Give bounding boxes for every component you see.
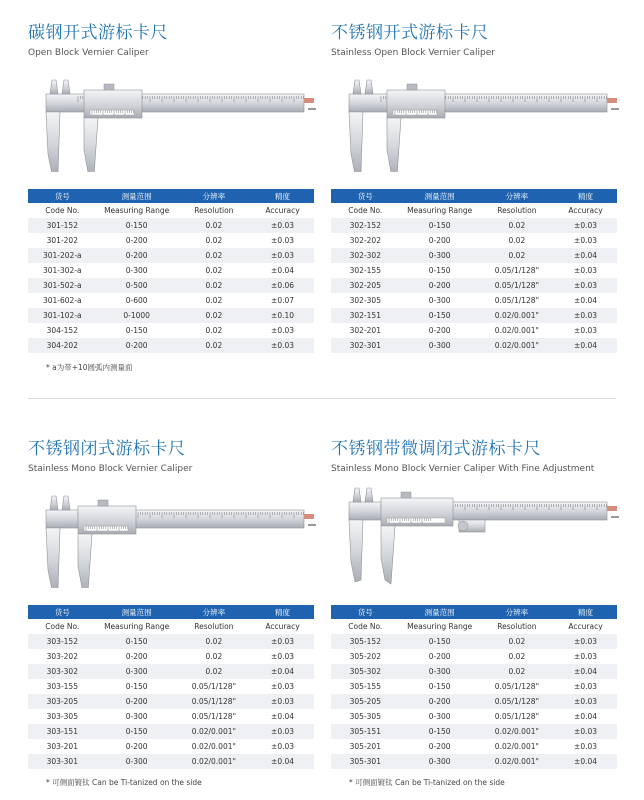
cell-resolution: 0.05/1/128" xyxy=(480,278,554,293)
table-row xyxy=(28,218,314,233)
header-code-en: Code No. xyxy=(331,619,400,634)
cell-range: 0-150 xyxy=(97,679,177,694)
cell-accuracy: ±0.03 xyxy=(251,694,314,709)
cell-resolution: 0.02/0.001" xyxy=(480,754,554,769)
cell-range: 0-300 xyxy=(400,754,480,769)
cell-range: 0-200 xyxy=(97,338,177,353)
cell-code: 302-201 xyxy=(331,323,400,338)
cell-range: 0-300 xyxy=(97,263,177,278)
cell-accuracy: ±0.03 xyxy=(251,679,314,694)
cell-range: 0-200 xyxy=(400,694,480,709)
cell-resolution: 0.02/0.001" xyxy=(480,308,554,323)
cell-resolution: 0.02 xyxy=(480,634,554,649)
table-row xyxy=(28,338,314,353)
cell-resolution: 0.02/0.001" xyxy=(177,754,251,769)
header-resolution-cn: 分辨率 xyxy=(480,189,554,203)
cell-resolution: 0.02/0.001" xyxy=(480,323,554,338)
cell-code: 303-305 xyxy=(28,709,97,724)
table-row xyxy=(28,724,314,739)
table-row xyxy=(331,694,617,709)
table-row xyxy=(331,338,617,353)
spec-table xyxy=(28,605,314,769)
cell-accuracy: ±0.07 xyxy=(251,293,314,308)
table-header-cn xyxy=(28,189,314,203)
cell-range: 0-200 xyxy=(97,248,177,263)
cell-range: 0-150 xyxy=(97,634,177,649)
table-header-en xyxy=(331,619,617,634)
footnote: * a为带+10圆弧内测量面 xyxy=(46,363,133,372)
cell-code: 305-151 xyxy=(331,724,400,739)
cell-accuracy: ±0.03 xyxy=(251,724,314,739)
table-row xyxy=(28,263,314,278)
table-row xyxy=(28,679,314,694)
cell-accuracy: ±0.04 xyxy=(554,338,617,353)
cell-code: 303-155 xyxy=(28,679,97,694)
table-row xyxy=(331,293,617,308)
cell-range: 0-150 xyxy=(400,679,480,694)
cell-resolution: 0.05/1/128" xyxy=(480,709,554,724)
section-title-en: Stainless Open Block Vernier Caliper xyxy=(331,48,495,58)
section-fine-adjustment-caliper xyxy=(331,438,621,787)
cell-range: 0-300 xyxy=(97,709,177,724)
table-row xyxy=(28,709,314,724)
cell-code: 305-201 xyxy=(331,739,400,754)
cell-resolution: 0.02 xyxy=(480,218,554,233)
cell-code: 301-302-a xyxy=(28,263,97,278)
section-title-cn: 不锈钢闭式游标卡尺 xyxy=(28,439,186,459)
open-block-caliper-icon xyxy=(28,64,318,172)
cell-range: 0-300 xyxy=(97,664,177,679)
header-resolution-cn: 分辨率 xyxy=(177,189,251,203)
cell-accuracy: ±0.04 xyxy=(554,754,617,769)
section-stainless-open-block-caliper xyxy=(331,22,621,350)
cell-code: 303-301 xyxy=(28,754,97,769)
cell-code: 301-202-a xyxy=(28,248,97,263)
header-accuracy-cn: 精度 xyxy=(554,189,617,203)
section-open-block-caliper xyxy=(28,22,318,372)
cell-code: 301-602-a xyxy=(28,293,97,308)
cell-resolution: 0.02 xyxy=(480,664,554,679)
cell-code: 301-102-a xyxy=(28,308,97,323)
table-row xyxy=(28,248,314,263)
cell-accuracy: ±0.03 xyxy=(554,724,617,739)
table-row xyxy=(331,709,617,724)
cell-resolution: 0.02 xyxy=(177,263,251,278)
cell-range: 0-150 xyxy=(400,218,480,233)
cell-accuracy: ±0.03 xyxy=(554,308,617,323)
table-header-en xyxy=(28,619,314,634)
header-code-cn: 货号 xyxy=(28,605,97,619)
table-row xyxy=(331,739,617,754)
cell-code: 305-305 xyxy=(331,709,400,724)
header-resolution-en: Resolution xyxy=(480,203,554,218)
section-title-en: Open Block Vernier Caliper xyxy=(28,48,149,58)
cell-range: 0-300 xyxy=(400,338,480,353)
cell-accuracy: ±0.03 xyxy=(554,233,617,248)
header-code-en: Code No. xyxy=(28,203,97,218)
cell-resolution: 0.02 xyxy=(177,293,251,308)
cell-range: 0-500 xyxy=(97,278,177,293)
cell-accuracy: ±0.03 xyxy=(554,649,617,664)
header-accuracy-en: Accuracy xyxy=(251,203,314,218)
cell-code: 303-202 xyxy=(28,649,97,664)
table-row xyxy=(28,664,314,679)
header-accuracy-cn: 精度 xyxy=(251,189,314,203)
cell-resolution: 0.05/1/128" xyxy=(177,694,251,709)
header-accuracy-en: Accuracy xyxy=(251,619,314,634)
header-resolution-en: Resolution xyxy=(480,619,554,634)
cell-range: 0-600 xyxy=(97,293,177,308)
cell-resolution: 0.02 xyxy=(480,233,554,248)
table-row xyxy=(28,278,314,293)
cell-resolution: 0.02/0.001" xyxy=(177,724,251,739)
cell-accuracy: ±0.04 xyxy=(251,263,314,278)
cell-range: 0-200 xyxy=(97,694,177,709)
cell-resolution: 0.02 xyxy=(177,664,251,679)
header-range-en: Measuring Range xyxy=(97,619,177,634)
cell-code: 302-205 xyxy=(331,278,400,293)
table-row xyxy=(28,308,314,323)
cell-accuracy: ±0.03 xyxy=(554,218,617,233)
table-row xyxy=(331,263,617,278)
cell-resolution: 0.05/1/128" xyxy=(480,293,554,308)
stainless-open-block-caliper-icon xyxy=(331,64,621,172)
header-accuracy-en: Accuracy xyxy=(554,203,617,218)
table-row xyxy=(331,233,617,248)
cell-resolution: 0.05/1/128" xyxy=(177,709,251,724)
table-row xyxy=(28,694,314,709)
cell-code: 304-152 xyxy=(28,323,97,338)
cell-range: 0-300 xyxy=(400,709,480,724)
spec-table xyxy=(331,605,617,769)
cell-range: 0-150 xyxy=(400,724,480,739)
cell-code: 305-202 xyxy=(331,649,400,664)
header-range-cn: 测量范围 xyxy=(400,605,480,619)
cell-code: 302-155 xyxy=(331,263,400,278)
header-code-en: Code No. xyxy=(28,619,97,634)
cell-resolution: 0.02/0.001" xyxy=(177,739,251,754)
cell-resolution: 0.05/1/128" xyxy=(177,679,251,694)
header-resolution-cn: 分辨率 xyxy=(480,605,554,619)
cell-resolution: 0.02 xyxy=(480,649,554,664)
cell-range: 0-200 xyxy=(400,233,480,248)
cell-range: 0-300 xyxy=(400,293,480,308)
cell-code: 302-151 xyxy=(331,308,400,323)
cell-range: 0-150 xyxy=(400,308,480,323)
cell-resolution: 0.02 xyxy=(177,308,251,323)
header-resolution-en: Resolution xyxy=(177,203,251,218)
cell-resolution: 0.05/1/128" xyxy=(480,679,554,694)
table-header-en xyxy=(28,203,314,218)
cell-resolution: 0.05/1/128" xyxy=(480,263,554,278)
mono-block-caliper-icon xyxy=(28,480,318,588)
section-divider xyxy=(28,398,616,399)
header-code-cn: 货号 xyxy=(331,605,400,619)
cell-code: 305-155 xyxy=(331,679,400,694)
cell-accuracy: ±0.03 xyxy=(251,739,314,754)
cell-accuracy: ±0.04 xyxy=(251,754,314,769)
cell-accuracy: ±0.04 xyxy=(554,293,617,308)
cell-range: 0-150 xyxy=(400,634,480,649)
table-row xyxy=(28,739,314,754)
cell-resolution: 0.02 xyxy=(480,248,554,263)
cell-code: 302-301 xyxy=(331,338,400,353)
cell-range: 0-300 xyxy=(400,664,480,679)
cell-code: 305-152 xyxy=(331,634,400,649)
table-row xyxy=(331,754,617,769)
spec-table xyxy=(331,189,617,353)
footnote: * 可侧面镀钛 Can be Ti-tanized on the side xyxy=(46,778,202,787)
fine-adjustment-caliper-icon xyxy=(331,480,621,588)
cell-accuracy: ±0.04 xyxy=(554,709,617,724)
cell-accuracy: ±0.03 xyxy=(251,649,314,664)
section-title-cn: 不锈钢带微调闭式游标卡尺 xyxy=(331,439,541,459)
cell-code: 301-202 xyxy=(28,233,97,248)
cell-accuracy: ±0.03 xyxy=(251,323,314,338)
header-range-en: Measuring Range xyxy=(97,203,177,218)
header-accuracy-cn: 精度 xyxy=(554,605,617,619)
section-mono-block-caliper xyxy=(28,438,318,787)
table-row xyxy=(28,634,314,649)
cell-range: 0-1000 xyxy=(97,308,177,323)
table-row xyxy=(331,248,617,263)
cell-range: 0-200 xyxy=(400,278,480,293)
cell-code: 302-202 xyxy=(331,233,400,248)
header-range-cn: 测量范围 xyxy=(400,189,480,203)
cell-accuracy: ±0.04 xyxy=(554,248,617,263)
cell-resolution: 0.02 xyxy=(177,248,251,263)
table-row xyxy=(331,679,617,694)
cell-range: 0-150 xyxy=(97,218,177,233)
cell-code: 303-302 xyxy=(28,664,97,679)
table-row xyxy=(331,218,617,233)
cell-code: 303-205 xyxy=(28,694,97,709)
cell-accuracy: ±0.03 xyxy=(251,338,314,353)
cell-resolution: 0.02 xyxy=(177,278,251,293)
cell-code: 301-152 xyxy=(28,218,97,233)
section-title-cn: 碳钢开式游标卡尺 xyxy=(28,23,168,43)
table-header-cn xyxy=(331,605,617,619)
header-range-cn: 测量范围 xyxy=(97,605,177,619)
cell-accuracy: ±0.06 xyxy=(251,278,314,293)
footnote: * 可侧面镀钛 Can be Ti-tanized on the side xyxy=(349,778,505,787)
cell-accuracy: ±0.03 xyxy=(251,233,314,248)
table-row xyxy=(331,634,617,649)
cell-range: 0-150 xyxy=(400,263,480,278)
cell-code: 303-152 xyxy=(28,634,97,649)
cell-resolution: 0.02 xyxy=(177,218,251,233)
table-row xyxy=(331,323,617,338)
cell-accuracy: ±0.10 xyxy=(251,308,314,323)
header-range-en: Measuring Range xyxy=(400,619,480,634)
cell-resolution: 0.05/1/128" xyxy=(480,694,554,709)
header-accuracy-en: Accuracy xyxy=(554,619,617,634)
cell-code: 303-201 xyxy=(28,739,97,754)
cell-range: 0-200 xyxy=(97,649,177,664)
header-resolution-en: Resolution xyxy=(177,619,251,634)
cell-code: 302-305 xyxy=(331,293,400,308)
cell-code: 305-205 xyxy=(331,694,400,709)
header-code-en: Code No. xyxy=(331,203,400,218)
cell-code: 302-152 xyxy=(331,218,400,233)
cell-resolution: 0.02 xyxy=(177,233,251,248)
spec-table xyxy=(28,189,314,353)
header-accuracy-cn: 精度 xyxy=(251,605,314,619)
section-title-cn: 不锈钢开式游标卡尺 xyxy=(331,23,489,43)
cell-code: 304-202 xyxy=(28,338,97,353)
cell-range: 0-150 xyxy=(97,724,177,739)
cell-resolution: 0.02 xyxy=(177,338,251,353)
cell-resolution: 0.02/0.001" xyxy=(480,338,554,353)
header-code-cn: 货号 xyxy=(28,189,97,203)
header-code-cn: 货号 xyxy=(331,189,400,203)
cell-range: 0-200 xyxy=(400,323,480,338)
cell-accuracy: ±0.03 xyxy=(554,739,617,754)
header-range-en: Measuring Range xyxy=(400,203,480,218)
table-row xyxy=(28,649,314,664)
cell-accuracy: ±0.03 xyxy=(554,679,617,694)
cell-code: 303-151 xyxy=(28,724,97,739)
cell-resolution: 0.02/0.001" xyxy=(480,739,554,754)
cell-range: 0-200 xyxy=(400,649,480,664)
header-resolution-cn: 分辨率 xyxy=(177,605,251,619)
table-row xyxy=(28,233,314,248)
cell-accuracy: ±0.03 xyxy=(554,263,617,278)
cell-accuracy: ±0.03 xyxy=(554,278,617,293)
cell-accuracy: ±0.03 xyxy=(554,323,617,338)
cell-resolution: 0.02 xyxy=(177,634,251,649)
cell-accuracy: ±0.03 xyxy=(554,694,617,709)
table-header-cn xyxy=(331,189,617,203)
cell-accuracy: ±0.03 xyxy=(251,218,314,233)
cell-accuracy: ±0.04 xyxy=(251,709,314,724)
cell-resolution: 0.02 xyxy=(177,323,251,338)
table-row xyxy=(28,323,314,338)
table-row xyxy=(28,754,314,769)
cell-accuracy: ±0.03 xyxy=(554,634,617,649)
table-row xyxy=(331,724,617,739)
table-row xyxy=(331,278,617,293)
cell-range: 0-200 xyxy=(97,739,177,754)
cell-code: 305-302 xyxy=(331,664,400,679)
table-row xyxy=(28,293,314,308)
table-row xyxy=(331,664,617,679)
cell-accuracy: ±0.04 xyxy=(251,664,314,679)
table-row xyxy=(331,308,617,323)
cell-resolution: 0.02/0.001" xyxy=(480,724,554,739)
cell-range: 0-200 xyxy=(400,739,480,754)
cell-accuracy: ±0.03 xyxy=(251,634,314,649)
table-header-en xyxy=(331,203,617,218)
cell-range: 0-300 xyxy=(97,754,177,769)
cell-code: 302-302 xyxy=(331,248,400,263)
cell-range: 0-300 xyxy=(400,248,480,263)
cell-range: 0-150 xyxy=(97,323,177,338)
section-title-en: Stainless Mono Block Vernier Caliper xyxy=(28,464,193,474)
table-row xyxy=(331,649,617,664)
cell-accuracy: ±0.04 xyxy=(554,664,617,679)
table-header-cn xyxy=(28,605,314,619)
section-title-en: Stainless Mono Block Vernier Caliper With Fine Adjustment xyxy=(331,464,595,474)
header-range-cn: 测量范围 xyxy=(97,189,177,203)
cell-resolution: 0.02 xyxy=(177,649,251,664)
cell-code: 301-502-a xyxy=(28,278,97,293)
cell-code: 305-301 xyxy=(331,754,400,769)
cell-accuracy: ±0.03 xyxy=(251,248,314,263)
cell-range: 0-200 xyxy=(97,233,177,248)
